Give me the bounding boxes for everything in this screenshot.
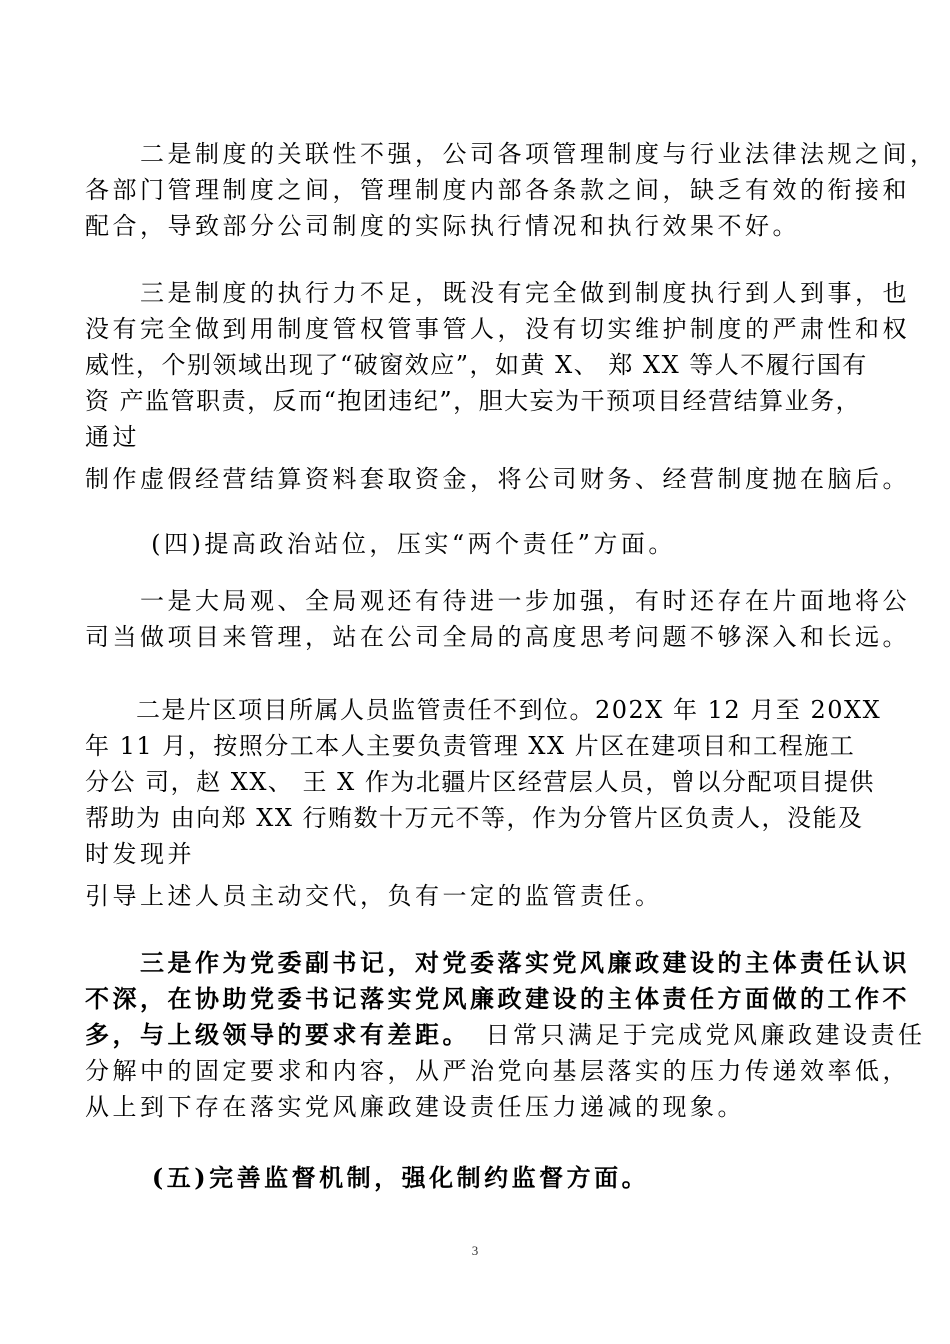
text-line: 司当做项目来管理，站在公司全局的高度思考问题不够深入和长远。 <box>85 623 910 651</box>
text-line: 分公 司，赵 XX、 王 X 作为北疆片区经营层人员，曾以分配项目提供 <box>85 768 875 796</box>
text-line: 分解中的固定要求和内容，从严治党向基层落实的压力传递效率低， <box>85 1057 910 1085</box>
bold-text-line: 三是作为党委副书记，对党委落实党风廉政建设的主体责任认识 <box>85 948 910 977</box>
text-line: 各部门管理制度之间，管理制度内部各条款之间，缺乏有效的衔接和 <box>85 176 910 204</box>
section-heading-4 <box>85 526 875 562</box>
text-line: 资 产监管职责，反而“抱团违纪”，胆大妄为干预项目经营结算业务， <box>85 387 862 415</box>
paragraph-supervision-duty <box>85 692 882 914</box>
text: 日常只满足于完成党风廉政建设责任 <box>458 1021 926 1049</box>
bold-text: 多，与上级领导的要求有差距。 <box>85 1020 458 1049</box>
text-line: 配合，导致部分公司制度的实际执行情况和执行效果不好。 <box>85 212 800 240</box>
heading-text: (五)完善监督机制，强化制约监督方面。 <box>85 1163 650 1192</box>
text-line: 时发现并 <box>85 840 195 868</box>
paragraph-party-responsibility <box>85 945 926 1125</box>
text-line: 二是制度的关联性不强，公司各项管理制度与行业法律法规之间， <box>85 140 938 168</box>
text-line: 威性，个别领域出现了“破窗效应”，如黄 X、 郑 XX 等人不履行国有 <box>85 351 868 379</box>
text-line: 没有完全做到用制度管权管事管人，没有切实维护制度的严肃性和权 <box>85 315 910 343</box>
text-line: 制作虚假经营结算资料套取资金，将公司财务、经营制度抛在脑后。 <box>85 465 910 493</box>
text-line: 二是片区项目所属人员监管责任不到位。202X 年 12 月至 20XX <box>85 696 882 724</box>
paragraph-overall-view <box>85 583 910 655</box>
paragraph-institution-relevance <box>85 136 938 244</box>
paragraph-execution-weak <box>85 275 910 497</box>
text-line: 引导上述人员主动交代，负有一定的监管责任。 <box>85 882 663 910</box>
text-line: 帮助为 由向郑 XX 行贿数十万元不等，作为分管片区负责人，没能及 <box>85 804 864 832</box>
heading-text: (四)提高政治站位，压实“两个责任”方面。 <box>85 530 676 558</box>
text-line: 三是制度的执行力不足，既没有完全做到制度执行到人到事，也 <box>85 279 910 307</box>
bold-text-line: 不深，在协助党委书记落实党风廉政建设的主体责任方面做的工作不 <box>85 984 910 1013</box>
text-line: 一是大局观、全局观还有待进一步加强，有时还存在片面地将公 <box>85 587 910 615</box>
section-heading-5 <box>85 1160 875 1196</box>
text-line: 从上到下存在落实党风廉政建设责任压力递减的现象。 <box>85 1093 745 1121</box>
text-line: 年 11 月，按照分工本人主要负责管理 XX 片区在建项目和工程施工 <box>85 732 856 760</box>
mixed-text-line <box>85 1017 926 1053</box>
text-line: 通过 <box>85 423 140 451</box>
page-number: 3 <box>471 1243 479 1258</box>
